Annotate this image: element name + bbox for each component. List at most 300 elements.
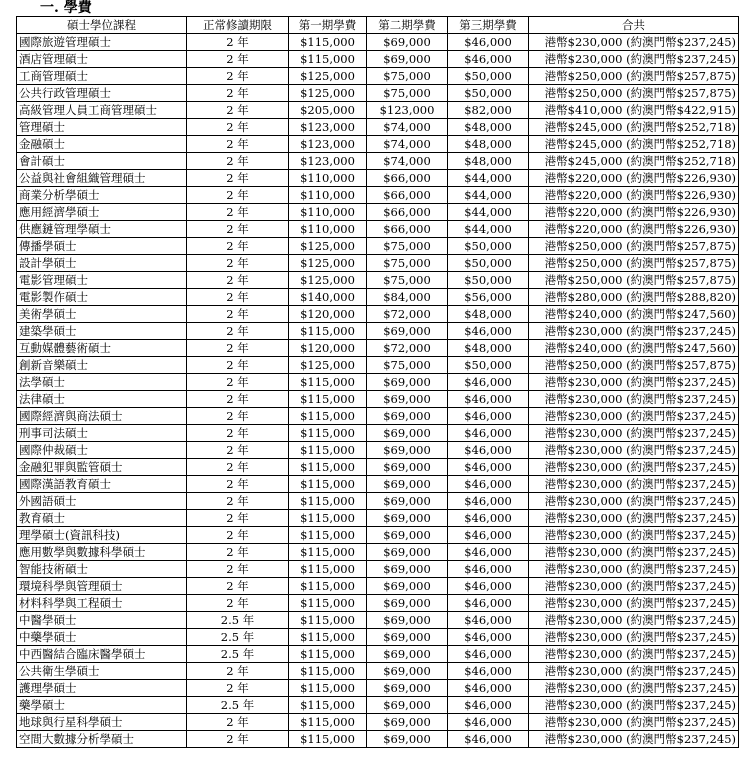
first-installment: $110,000 bbox=[289, 221, 367, 238]
second-installment: $69,000 bbox=[367, 680, 448, 697]
first-installment: $120,000 bbox=[289, 340, 367, 357]
first-installment: $115,000 bbox=[289, 697, 367, 714]
third-installment: $56,000 bbox=[448, 289, 529, 306]
total-fee: 港幣$230,000 (約澳門幣$237,245) bbox=[529, 391, 739, 408]
second-installment: $84,000 bbox=[367, 289, 448, 306]
program-name: 法律碩士 bbox=[17, 391, 187, 408]
duration: 2 年 bbox=[187, 731, 289, 748]
third-installment: $46,000 bbox=[448, 323, 529, 340]
program-name: 應用數學與數據科學碩士 bbox=[17, 544, 187, 561]
third-installment: $46,000 bbox=[448, 731, 529, 748]
third-installment: $46,000 bbox=[448, 510, 529, 527]
third-installment: $44,000 bbox=[448, 187, 529, 204]
third-installment: $46,000 bbox=[448, 425, 529, 442]
third-installment: $46,000 bbox=[448, 374, 529, 391]
table-row bbox=[17, 374, 739, 391]
table-row bbox=[17, 119, 739, 136]
program-name: 高級管理人員工商管理碩士 bbox=[17, 102, 187, 119]
duration: 2 年 bbox=[187, 153, 289, 170]
first-installment: $123,000 bbox=[289, 119, 367, 136]
second-installment: $69,000 bbox=[367, 595, 448, 612]
header-third-installment: 第三期學費 bbox=[448, 17, 529, 34]
second-installment: $66,000 bbox=[367, 221, 448, 238]
table-row bbox=[17, 289, 739, 306]
total-fee: 港幣$240,000 (約澳門幣$247,560) bbox=[529, 340, 739, 357]
table-row bbox=[17, 629, 739, 646]
second-installment: $69,000 bbox=[367, 425, 448, 442]
total-fee: 港幣$245,000 (約澳門幣$252,718) bbox=[529, 119, 739, 136]
second-installment: $69,000 bbox=[367, 697, 448, 714]
third-installment: $50,000 bbox=[448, 68, 529, 85]
table-row bbox=[17, 663, 739, 680]
second-installment: $75,000 bbox=[367, 85, 448, 102]
first-installment: $123,000 bbox=[289, 136, 367, 153]
program-name: 互動媒體藝術碩士 bbox=[17, 340, 187, 357]
table-row bbox=[17, 731, 739, 748]
duration: 2.5 年 bbox=[187, 629, 289, 646]
duration: 2 年 bbox=[187, 459, 289, 476]
second-installment: $69,000 bbox=[367, 323, 448, 340]
duration: 2 年 bbox=[187, 476, 289, 493]
program-name: 智能技術碩士 bbox=[17, 561, 187, 578]
duration: 2 年 bbox=[187, 425, 289, 442]
total-fee: 港幣$410,000 (約澳門幣$422,915) bbox=[529, 102, 739, 119]
third-installment: $50,000 bbox=[448, 255, 529, 272]
program-name: 外國語碩士 bbox=[17, 493, 187, 510]
table-row bbox=[17, 170, 739, 187]
second-installment: $74,000 bbox=[367, 153, 448, 170]
third-installment: $46,000 bbox=[448, 34, 529, 51]
second-installment: $66,000 bbox=[367, 187, 448, 204]
table-row bbox=[17, 221, 739, 238]
first-installment: $125,000 bbox=[289, 357, 367, 374]
total-fee: 港幣$230,000 (約澳門幣$237,245) bbox=[529, 646, 739, 663]
third-installment: $46,000 bbox=[448, 493, 529, 510]
total-fee: 港幣$240,000 (約澳門幣$247,560) bbox=[529, 306, 739, 323]
first-installment: $115,000 bbox=[289, 391, 367, 408]
duration: 2 年 bbox=[187, 663, 289, 680]
header-duration: 正常修讀期限 bbox=[187, 17, 289, 34]
first-installment: $115,000 bbox=[289, 646, 367, 663]
program-name: 商業分析學碩士 bbox=[17, 187, 187, 204]
third-installment: $46,000 bbox=[448, 391, 529, 408]
tuition-fee-table bbox=[16, 16, 739, 748]
program-name: 會計碩士 bbox=[17, 153, 187, 170]
total-fee: 港幣$230,000 (約澳門幣$237,245) bbox=[529, 544, 739, 561]
first-installment: $115,000 bbox=[289, 561, 367, 578]
first-installment: $115,000 bbox=[289, 680, 367, 697]
second-installment: $69,000 bbox=[367, 527, 448, 544]
duration: 2 年 bbox=[187, 119, 289, 136]
program-name: 金融犯罪與監管碩士 bbox=[17, 459, 187, 476]
program-name: 國際旅遊管理碩士 bbox=[17, 34, 187, 51]
second-installment: $69,000 bbox=[367, 663, 448, 680]
second-installment: $72,000 bbox=[367, 340, 448, 357]
program-name: 管理碩士 bbox=[17, 119, 187, 136]
third-installment: $46,000 bbox=[448, 612, 529, 629]
total-fee: 港幣$280,000 (約澳門幣$288,820) bbox=[529, 289, 739, 306]
first-installment: $115,000 bbox=[289, 663, 367, 680]
second-installment: $72,000 bbox=[367, 306, 448, 323]
first-installment: $115,000 bbox=[289, 408, 367, 425]
duration: 2 年 bbox=[187, 102, 289, 119]
program-name: 地球與行星科學碩士 bbox=[17, 714, 187, 731]
second-installment: $69,000 bbox=[367, 629, 448, 646]
second-installment: $69,000 bbox=[367, 476, 448, 493]
first-installment: $115,000 bbox=[289, 731, 367, 748]
program-name: 中醫學碩士 bbox=[17, 612, 187, 629]
table-row bbox=[17, 340, 739, 357]
duration: 2 年 bbox=[187, 714, 289, 731]
total-fee: 港幣$230,000 (約澳門幣$237,245) bbox=[529, 578, 739, 595]
first-installment: $115,000 bbox=[289, 51, 367, 68]
program-name: 中藥學碩士 bbox=[17, 629, 187, 646]
table-row bbox=[17, 680, 739, 697]
total-fee: 港幣$230,000 (約澳門幣$237,245) bbox=[529, 323, 739, 340]
duration: 2 年 bbox=[187, 595, 289, 612]
total-fee: 港幣$230,000 (約澳門幣$237,245) bbox=[529, 374, 739, 391]
second-installment: $75,000 bbox=[367, 238, 448, 255]
first-installment: $125,000 bbox=[289, 68, 367, 85]
table-row bbox=[17, 136, 739, 153]
duration: 2 年 bbox=[187, 323, 289, 340]
second-installment: $69,000 bbox=[367, 442, 448, 459]
first-installment: $115,000 bbox=[289, 425, 367, 442]
third-installment: $48,000 bbox=[448, 119, 529, 136]
third-installment: $46,000 bbox=[448, 629, 529, 646]
duration: 2.5 年 bbox=[187, 612, 289, 629]
first-installment: $205,000 bbox=[289, 102, 367, 119]
third-installment: $44,000 bbox=[448, 204, 529, 221]
second-installment: $69,000 bbox=[367, 646, 448, 663]
total-fee: 港幣$250,000 (約澳門幣$257,875) bbox=[529, 68, 739, 85]
duration: 2 年 bbox=[187, 527, 289, 544]
second-installment: $75,000 bbox=[367, 357, 448, 374]
second-installment: $69,000 bbox=[367, 561, 448, 578]
first-installment: $123,000 bbox=[289, 153, 367, 170]
duration: 2 年 bbox=[187, 408, 289, 425]
duration: 2 年 bbox=[187, 34, 289, 51]
total-fee: 港幣$230,000 (約澳門幣$237,245) bbox=[529, 731, 739, 748]
duration: 2 年 bbox=[187, 374, 289, 391]
total-fee: 港幣$230,000 (約澳門幣$237,245) bbox=[529, 697, 739, 714]
second-installment: $69,000 bbox=[367, 544, 448, 561]
section-heading: 一. 學費 bbox=[40, 0, 92, 16]
table-row bbox=[17, 493, 739, 510]
program-name: 護理學碩士 bbox=[17, 680, 187, 697]
duration: 2 年 bbox=[187, 391, 289, 408]
duration: 2 年 bbox=[187, 51, 289, 68]
duration: 2 年 bbox=[187, 136, 289, 153]
first-installment: $115,000 bbox=[289, 476, 367, 493]
total-fee: 港幣$230,000 (約澳門幣$237,245) bbox=[529, 51, 739, 68]
table-row bbox=[17, 272, 739, 289]
table-row bbox=[17, 544, 739, 561]
duration: 2 年 bbox=[187, 255, 289, 272]
program-name: 刑事司法碩士 bbox=[17, 425, 187, 442]
third-installment: $50,000 bbox=[448, 272, 529, 289]
program-name: 國際仲裁碩士 bbox=[17, 442, 187, 459]
total-fee: 港幣$250,000 (約澳門幣$257,875) bbox=[529, 357, 739, 374]
program-name: 理學碩士(資訊科技) bbox=[17, 527, 187, 544]
first-installment: $120,000 bbox=[289, 306, 367, 323]
third-installment: $48,000 bbox=[448, 153, 529, 170]
duration: 2.5 年 bbox=[187, 646, 289, 663]
program-name: 公共行政管理碩士 bbox=[17, 85, 187, 102]
header-first-installment: 第一期學費 bbox=[289, 17, 367, 34]
second-installment: $69,000 bbox=[367, 459, 448, 476]
total-fee: 港幣$245,000 (約澳門幣$252,718) bbox=[529, 153, 739, 170]
second-installment: $69,000 bbox=[367, 714, 448, 731]
table-row bbox=[17, 357, 739, 374]
total-fee: 港幣$230,000 (約澳門幣$237,245) bbox=[529, 561, 739, 578]
program-name: 美術學碩士 bbox=[17, 306, 187, 323]
first-installment: $115,000 bbox=[289, 629, 367, 646]
program-name: 材料科學與工程碩士 bbox=[17, 595, 187, 612]
total-fee: 港幣$230,000 (約澳門幣$237,245) bbox=[529, 612, 739, 629]
table-row bbox=[17, 459, 739, 476]
third-installment: $46,000 bbox=[448, 459, 529, 476]
total-fee: 港幣$230,000 (約澳門幣$237,245) bbox=[529, 510, 739, 527]
duration: 2 年 bbox=[187, 221, 289, 238]
first-installment: $115,000 bbox=[289, 493, 367, 510]
program-name: 傳播學碩士 bbox=[17, 238, 187, 255]
first-installment: $115,000 bbox=[289, 595, 367, 612]
total-fee: 港幣$230,000 (約澳門幣$237,245) bbox=[529, 442, 739, 459]
second-installment: $123,000 bbox=[367, 102, 448, 119]
program-name: 中西醫結合臨床醫學碩士 bbox=[17, 646, 187, 663]
duration: 2 年 bbox=[187, 561, 289, 578]
program-name: 酒店管理碩士 bbox=[17, 51, 187, 68]
table-row bbox=[17, 612, 739, 629]
table-row bbox=[17, 476, 739, 493]
table-row bbox=[17, 306, 739, 323]
first-installment: $140,000 bbox=[289, 289, 367, 306]
program-name: 電影管理碩士 bbox=[17, 272, 187, 289]
first-installment: $115,000 bbox=[289, 527, 367, 544]
program-name: 工商管理碩士 bbox=[17, 68, 187, 85]
third-installment: $46,000 bbox=[448, 51, 529, 68]
third-installment: $46,000 bbox=[448, 561, 529, 578]
total-fee: 港幣$230,000 (約澳門幣$237,245) bbox=[529, 459, 739, 476]
total-fee: 港幣$250,000 (約澳門幣$257,875) bbox=[529, 85, 739, 102]
third-installment: $46,000 bbox=[448, 442, 529, 459]
duration: 2 年 bbox=[187, 272, 289, 289]
first-installment: $115,000 bbox=[289, 34, 367, 51]
total-fee: 港幣$250,000 (約澳門幣$257,875) bbox=[529, 255, 739, 272]
total-fee: 港幣$245,000 (約澳門幣$252,718) bbox=[529, 136, 739, 153]
program-name: 國際漢語教育碩士 bbox=[17, 476, 187, 493]
first-installment: $110,000 bbox=[289, 204, 367, 221]
duration: 2 年 bbox=[187, 68, 289, 85]
third-installment: $46,000 bbox=[448, 663, 529, 680]
second-installment: $69,000 bbox=[367, 510, 448, 527]
program-name: 供應鏈管理學碩士 bbox=[17, 221, 187, 238]
program-name: 建築學碩士 bbox=[17, 323, 187, 340]
table-row bbox=[17, 714, 739, 731]
third-installment: $46,000 bbox=[448, 595, 529, 612]
third-installment: $50,000 bbox=[448, 238, 529, 255]
table-row bbox=[17, 51, 739, 68]
table-row bbox=[17, 697, 739, 714]
program-name: 環境科學與管理碩士 bbox=[17, 578, 187, 595]
table-row bbox=[17, 561, 739, 578]
second-installment: $66,000 bbox=[367, 204, 448, 221]
third-installment: $48,000 bbox=[448, 136, 529, 153]
table-row bbox=[17, 153, 739, 170]
program-name: 教育碩士 bbox=[17, 510, 187, 527]
second-installment: $69,000 bbox=[367, 731, 448, 748]
table-row bbox=[17, 442, 739, 459]
second-installment: $69,000 bbox=[367, 578, 448, 595]
duration: 2.5 年 bbox=[187, 697, 289, 714]
second-installment: $74,000 bbox=[367, 136, 448, 153]
table-row bbox=[17, 85, 739, 102]
total-fee: 港幣$230,000 (約澳門幣$237,245) bbox=[529, 663, 739, 680]
third-installment: $46,000 bbox=[448, 527, 529, 544]
first-installment: $125,000 bbox=[289, 255, 367, 272]
first-installment: $115,000 bbox=[289, 544, 367, 561]
third-installment: $46,000 bbox=[448, 714, 529, 731]
third-installment: $48,000 bbox=[448, 306, 529, 323]
duration: 2 年 bbox=[187, 187, 289, 204]
table-row bbox=[17, 68, 739, 85]
first-installment: $115,000 bbox=[289, 612, 367, 629]
table-row bbox=[17, 595, 739, 612]
first-installment: $115,000 bbox=[289, 374, 367, 391]
second-installment: $75,000 bbox=[367, 255, 448, 272]
third-installment: $82,000 bbox=[448, 102, 529, 119]
third-installment: $46,000 bbox=[448, 408, 529, 425]
duration: 2 年 bbox=[187, 357, 289, 374]
second-installment: $75,000 bbox=[367, 68, 448, 85]
third-installment: $50,000 bbox=[448, 85, 529, 102]
first-installment: $125,000 bbox=[289, 85, 367, 102]
second-installment: $69,000 bbox=[367, 34, 448, 51]
second-installment: $69,000 bbox=[367, 374, 448, 391]
third-installment: $46,000 bbox=[448, 476, 529, 493]
program-name: 創新音樂碩士 bbox=[17, 357, 187, 374]
program-name: 公益與社會組織管理碩士 bbox=[17, 170, 187, 187]
header-program: 碩士學位課程 bbox=[17, 17, 187, 34]
third-installment: $48,000 bbox=[448, 340, 529, 357]
total-fee: 港幣$230,000 (約澳門幣$237,245) bbox=[529, 34, 739, 51]
program-name: 設計學碩士 bbox=[17, 255, 187, 272]
table-row bbox=[17, 238, 739, 255]
program-name: 應用經濟學碩士 bbox=[17, 204, 187, 221]
second-installment: $69,000 bbox=[367, 408, 448, 425]
table-header-row bbox=[17, 17, 739, 34]
table-row bbox=[17, 425, 739, 442]
total-fee: 港幣$220,000 (約澳門幣$226,930) bbox=[529, 170, 739, 187]
header-total: 合共 bbox=[529, 17, 739, 34]
third-installment: $46,000 bbox=[448, 544, 529, 561]
table-row bbox=[17, 510, 739, 527]
duration: 2 年 bbox=[187, 340, 289, 357]
third-installment: $46,000 bbox=[448, 697, 529, 714]
total-fee: 港幣$250,000 (約澳門幣$257,875) bbox=[529, 272, 739, 289]
duration: 2 年 bbox=[187, 493, 289, 510]
total-fee: 港幣$230,000 (約澳門幣$237,245) bbox=[529, 714, 739, 731]
table-row bbox=[17, 391, 739, 408]
total-fee: 港幣$220,000 (約澳門幣$226,930) bbox=[529, 221, 739, 238]
third-installment: $50,000 bbox=[448, 357, 529, 374]
table-row bbox=[17, 527, 739, 544]
program-name: 空間大數據分析學碩士 bbox=[17, 731, 187, 748]
second-installment: $69,000 bbox=[367, 391, 448, 408]
total-fee: 港幣$230,000 (約澳門幣$237,245) bbox=[529, 595, 739, 612]
total-fee: 港幣$230,000 (約澳門幣$237,245) bbox=[529, 680, 739, 697]
duration: 2 年 bbox=[187, 85, 289, 102]
table-row bbox=[17, 323, 739, 340]
duration: 2 年 bbox=[187, 170, 289, 187]
total-fee: 港幣$230,000 (約澳門幣$237,245) bbox=[529, 425, 739, 442]
total-fee: 港幣$230,000 (約澳門幣$237,245) bbox=[529, 408, 739, 425]
duration: 2 年 bbox=[187, 238, 289, 255]
program-name: 電影製作碩士 bbox=[17, 289, 187, 306]
table-row bbox=[17, 102, 739, 119]
second-installment: $75,000 bbox=[367, 272, 448, 289]
program-name: 公共衛生學碩士 bbox=[17, 663, 187, 680]
total-fee: 港幣$230,000 (約澳門幣$237,245) bbox=[529, 527, 739, 544]
third-installment: $46,000 bbox=[448, 680, 529, 697]
table-row bbox=[17, 646, 739, 663]
total-fee: 港幣$230,000 (約澳門幣$237,245) bbox=[529, 476, 739, 493]
first-installment: $115,000 bbox=[289, 459, 367, 476]
duration: 2 年 bbox=[187, 442, 289, 459]
first-installment: $115,000 bbox=[289, 578, 367, 595]
program-name: 藥學碩士 bbox=[17, 697, 187, 714]
second-installment: $69,000 bbox=[367, 51, 448, 68]
third-installment: $46,000 bbox=[448, 578, 529, 595]
program-name: 法學碩士 bbox=[17, 374, 187, 391]
table-row bbox=[17, 255, 739, 272]
total-fee: 港幣$230,000 (約澳門幣$237,245) bbox=[529, 629, 739, 646]
third-installment: $46,000 bbox=[448, 646, 529, 663]
table-row bbox=[17, 34, 739, 51]
first-installment: $110,000 bbox=[289, 170, 367, 187]
first-installment: $125,000 bbox=[289, 272, 367, 289]
total-fee: 港幣$220,000 (約澳門幣$226,930) bbox=[529, 187, 739, 204]
second-installment: $74,000 bbox=[367, 119, 448, 136]
first-installment: $115,000 bbox=[289, 442, 367, 459]
program-name: 金融碩士 bbox=[17, 136, 187, 153]
second-installment: $69,000 bbox=[367, 612, 448, 629]
table-body bbox=[17, 34, 739, 748]
third-installment: $44,000 bbox=[448, 221, 529, 238]
header-second-installment: 第二期學費 bbox=[367, 17, 448, 34]
table-row bbox=[17, 408, 739, 425]
duration: 2 年 bbox=[187, 306, 289, 323]
third-installment: $44,000 bbox=[448, 170, 529, 187]
duration: 2 年 bbox=[187, 510, 289, 527]
first-installment: $115,000 bbox=[289, 323, 367, 340]
table-row bbox=[17, 187, 739, 204]
duration: 2 年 bbox=[187, 289, 289, 306]
first-installment: $115,000 bbox=[289, 714, 367, 731]
total-fee: 港幣$220,000 (約澳門幣$226,930) bbox=[529, 204, 739, 221]
program-name: 國際經濟與商法碩士 bbox=[17, 408, 187, 425]
table-row bbox=[17, 204, 739, 221]
first-installment: $125,000 bbox=[289, 238, 367, 255]
duration: 2 年 bbox=[187, 680, 289, 697]
second-installment: $69,000 bbox=[367, 493, 448, 510]
duration: 2 年 bbox=[187, 544, 289, 561]
duration: 2 年 bbox=[187, 578, 289, 595]
table-row bbox=[17, 578, 739, 595]
duration: 2 年 bbox=[187, 204, 289, 221]
total-fee: 港幣$230,000 (約澳門幣$237,245) bbox=[529, 493, 739, 510]
